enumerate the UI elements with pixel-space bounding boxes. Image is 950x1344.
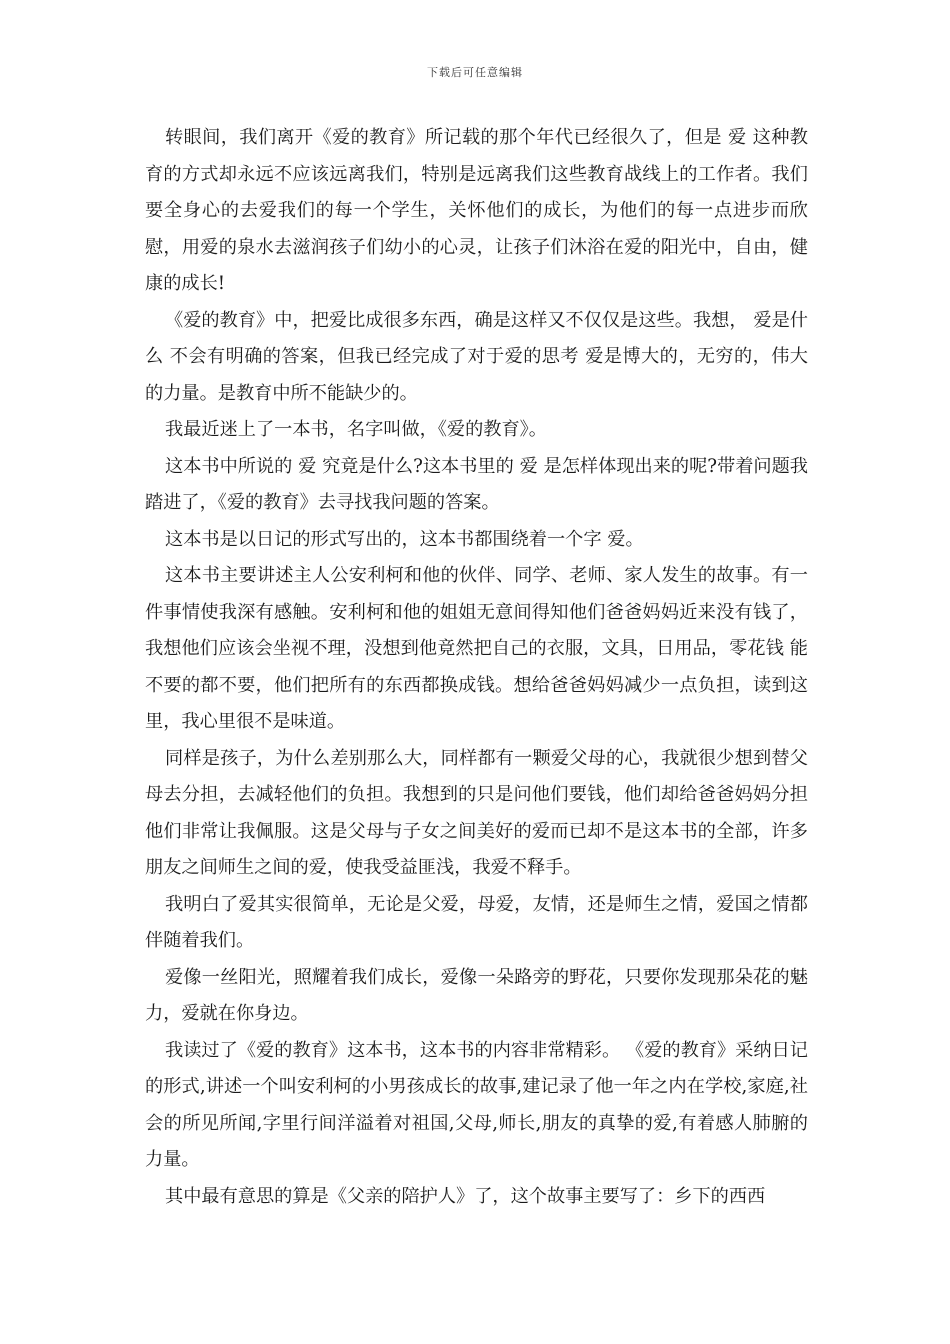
paragraph: 这本书中所说的 爱 究竟是什么?这本书里的 爱 是怎样体现出来的呢?带着问题我踏进了，《爱的教育》去寻找我问题的答案。 xyxy=(145,455,808,513)
paragraph: 《爱的教育》中，把爱比成很多东西，确是这样又不仅仅是这些。我想， 爱是什么 不会有明确的答案，但我已经完成了对于爱的思考 爱是博大的，无穷的，伟大的力量。是教育中所不能缺少的。 xyxy=(145,309,808,404)
paragraph: 我明白了爱其实很简单，无论是父爱，母爱，友情，还是师生之情，爱国之情都伴随着我们。 xyxy=(145,893,808,951)
paragraph: 我读过了《爱的教育》这本书，这本书的内容非常精彩。 《爱的教育》采纳日记的形式,讲述一个叫安利柯的小男孩成长的故事,建记录了他一年之内在学校,家庭,社会的所见所闻,字里行间洋溢着对祖国,父母,师长,朋友的真挚的爱,有着感人肺腑的力量。 xyxy=(145,1039,808,1170)
paragraph: 我最近迷上了一本书，名字叫做，《爱的教育》。 xyxy=(165,419,547,440)
page-header: 下载后可任意编辑 xyxy=(427,66,523,79)
paragraph: 爱像一丝阳光，照耀着我们成长，爱像一朵路旁的野花，只要你发现那朵花的魅力，爱就在你身边。 xyxy=(145,966,808,1024)
paragraph: 其中最有意思的算是《父亲的陪护人》了，这个故事主要写了：乡下的西西 xyxy=(165,1185,766,1207)
paragraph: 转眼间，我们离开《爱的教育》所记载的那个年代已经很久了，但是 爱 这种教育的方式却永远不应该远离我们，特别是远离我们这些教育战线上的工作者。我们要全身心的去爱我们的每一个学生，关怀他们的成长，为他们的每一点进步而欣慰，用爱的泉水去滋润孩子们幼小的心灵，让孩子们沐浴在爱的阳光中，自由，健康的成长! xyxy=(145,127,808,294)
document-body xyxy=(145,120,808,1215)
paragraph: 同样是孩子，为什么差别那么大，同样都有一颗爱父母的心，我就很少想到替父母去分担，去减轻他们的负担。我想到的只是问他们要钱，他们却给爸爸妈妈分担他们非常让我佩服。这是父母与子女之间美好的爱而已却不是这本书的全部，许多朋友之间师生之间的爱，使我受益匪浅，我爱不释手。 xyxy=(145,747,808,878)
paragraph: 这本书主要讲述主人公安利柯和他的伙伴、同学、老师、家人发生的故事。有一件事情使我深有感触。安利柯和他的姐姐无意间得知他们爸爸妈妈近来没有钱了，我想他们应该会坐视不理，没想到他竟然把自己的衣服，文具，日用品，零花钱 能不要的都不要，他们把所有的东西都换成钱。想给爸爸妈妈减少一点负担，读到这里，我心里很不是味道。 xyxy=(145,565,808,732)
paragraph: 这本书是以日记的形式写出的，这本书都围绕着一个字 爱。 xyxy=(165,528,644,550)
